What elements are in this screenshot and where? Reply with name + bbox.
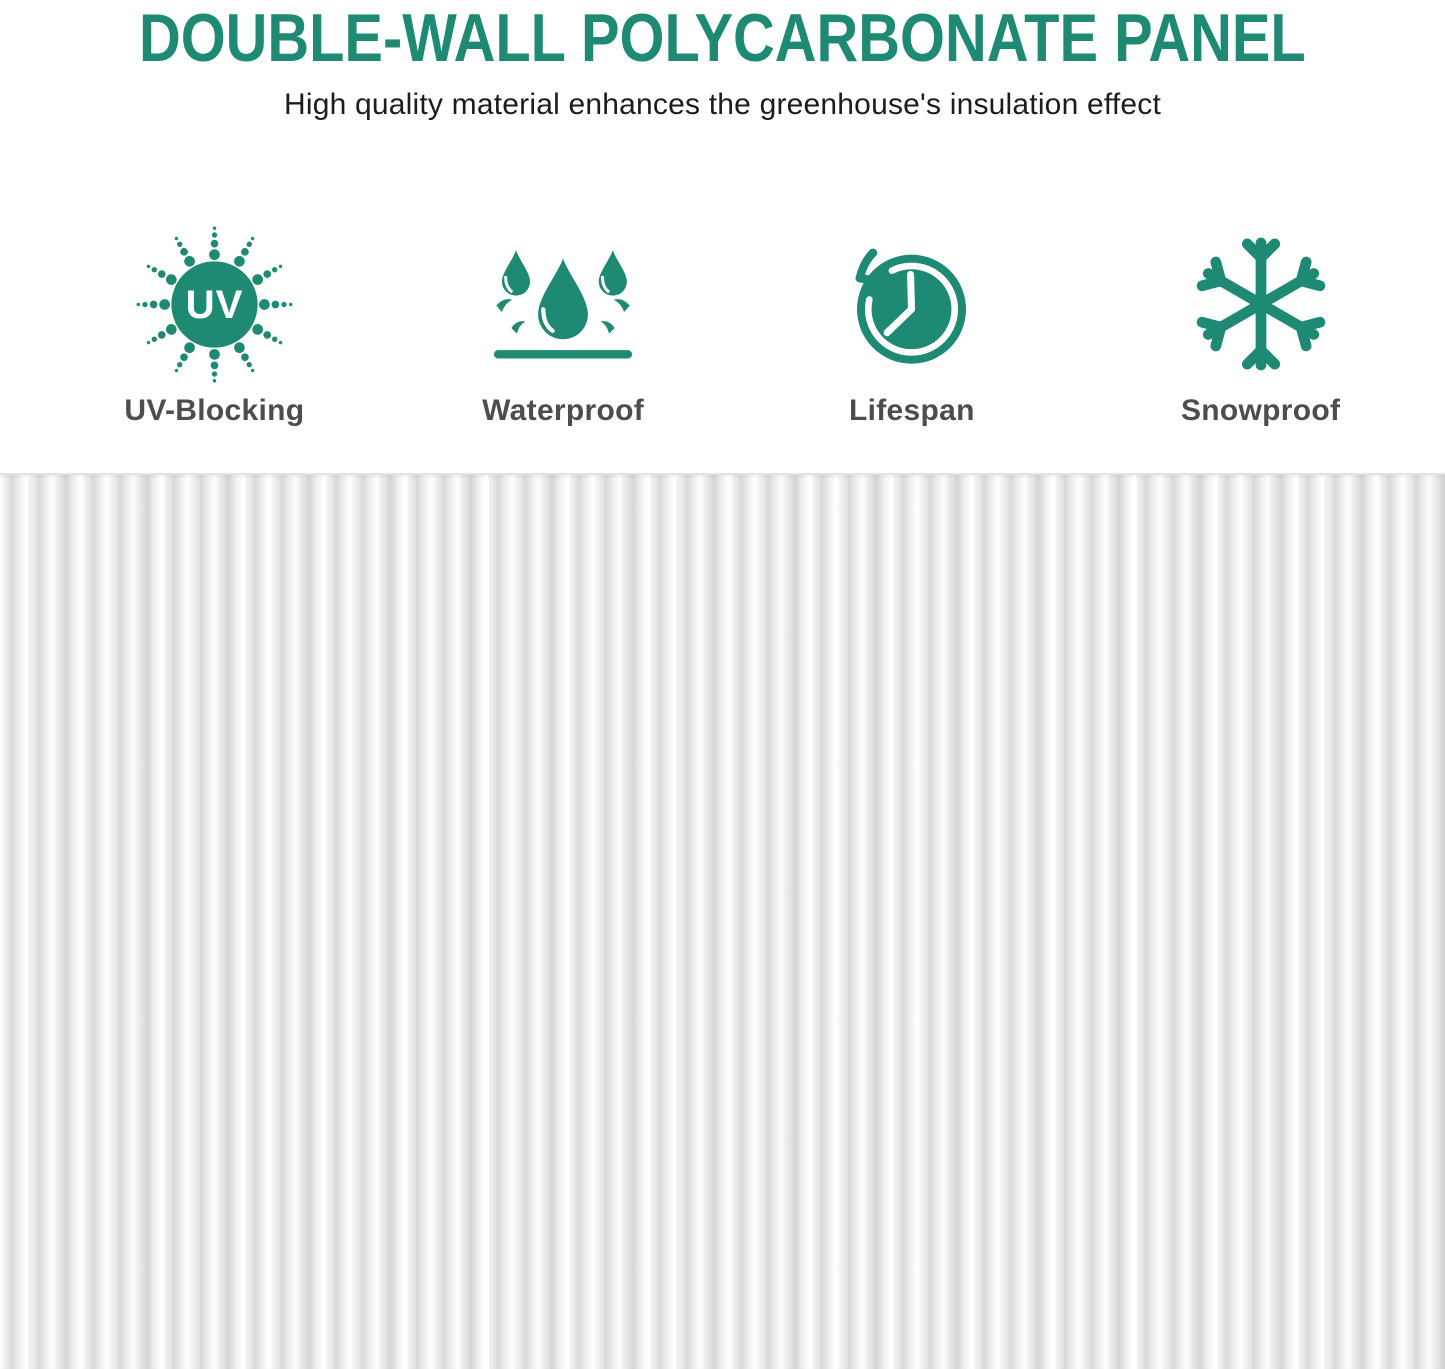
page-title: [0, 0, 1445, 76]
page-title-text: DOUBLE-WALL POLYCARBONATE PANEL: [139, 0, 1306, 76]
page-subtitle: High quality material enhances the greenhouse's insulation effect: [283, 87, 1162, 121]
snowflake-icon: [1188, 231, 1334, 377]
feature-label-lifespan: Lifespan: [848, 393, 975, 427]
water-drops-icon: [483, 234, 643, 375]
lifespan-icon-box: [841, 223, 982, 386]
polycarbonate-panel-photo: [0, 473, 1445, 1369]
feature-label-waterproof: Waterproof: [482, 393, 645, 427]
uv-badge-text: UV: [185, 281, 244, 327]
clock-history-icon: [841, 234, 982, 375]
header: [0, 0, 1445, 123]
feature-uv-blocking: [40, 223, 389, 428]
uv-sun-icon: [133, 223, 296, 386]
feature-label-snowproof: Snowproof: [1180, 393, 1341, 427]
feature-row: [0, 223, 1445, 428]
waterproof-icon-box: [483, 223, 643, 386]
feature-snowproof: [1086, 223, 1435, 428]
snowproof-icon-box: [1188, 223, 1334, 386]
uv-icon-box: [133, 223, 296, 386]
feature-label-uv-blocking: UV-Blocking: [124, 393, 305, 427]
feature-lifespan: [738, 223, 1087, 428]
feature-waterproof: [389, 223, 738, 428]
